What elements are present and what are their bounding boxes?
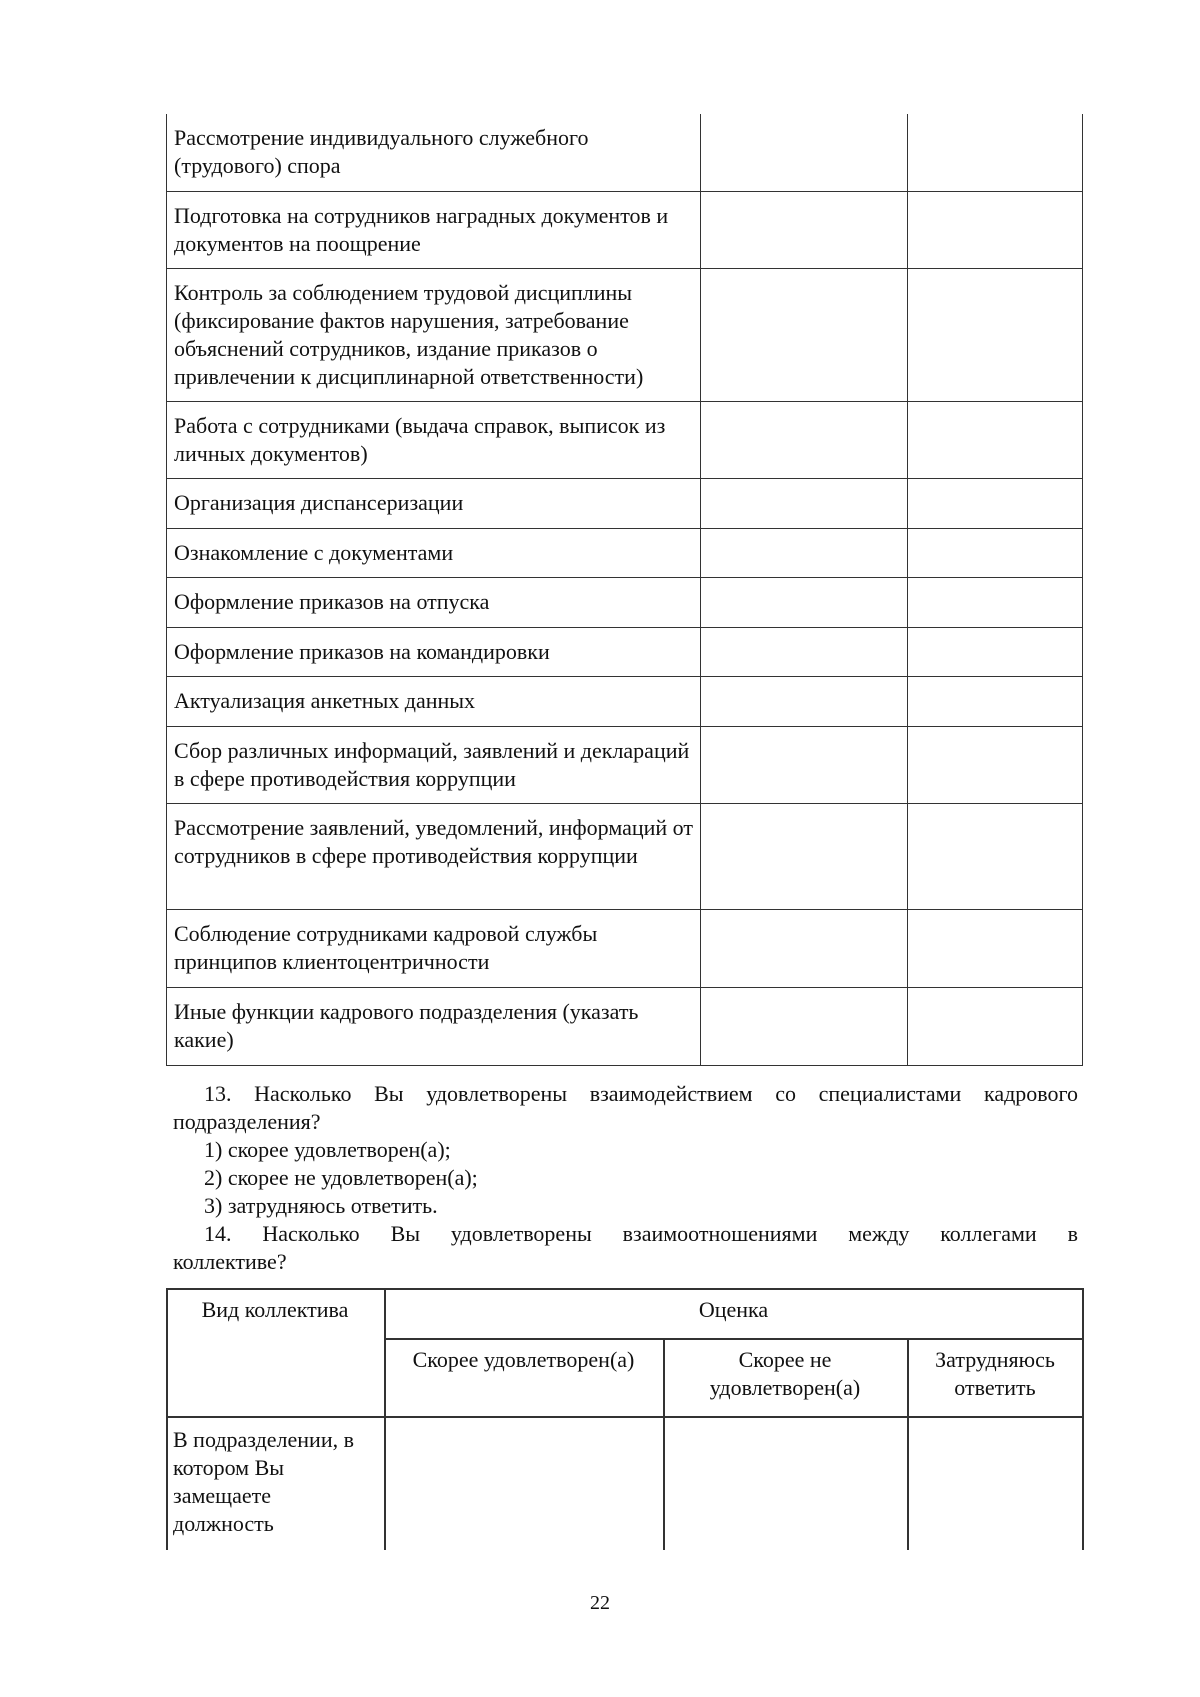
answer-cell[interactable] [908, 988, 1083, 1065]
answer-cell[interactable] [701, 479, 908, 528]
table-row [166, 479, 1083, 529]
function-label: Контроль за соблюдением трудовой дисциплины (фиксирование фактов нарушения, затребование объяснений сотрудников, издание приказов о привлечении к дисциплинарной ответственности) [166, 269, 701, 401]
answer-cell[interactable] [701, 727, 908, 803]
function-label: Соблюдение сотрудниками кадровой службы принципов клиентоцентричности [166, 910, 701, 987]
answer-option[interactable]: 2) скорее не удовлетворен(а); [204, 1165, 478, 1190]
answer-cell[interactable] [908, 677, 1083, 726]
table-row [166, 402, 1083, 479]
question-13-text-cont: подразделения? [173, 1109, 321, 1134]
answer-cell[interactable] [908, 578, 1083, 627]
page-number: 22 [590, 1592, 610, 1614]
answer-cell[interactable] [908, 529, 1083, 577]
row-label: В подразделении, в котором Вы замещаете должность [173, 1427, 354, 1536]
question-13-text: 13. Насколько Вы удовлетворены взаимодействием со специалистами кадрового [204, 1081, 1078, 1106]
answer-cell[interactable] [908, 192, 1083, 268]
col-not-satisfied: Скорее не удовлетворен(а) [709, 1347, 861, 1400]
question-13 [173, 1080, 1078, 1220]
answer-cell[interactable] [701, 402, 908, 478]
answer-option[interactable]: 1) скорее удовлетворен(а); [204, 1137, 451, 1162]
answer-cell[interactable] [701, 529, 908, 577]
answer-cell[interactable] [908, 910, 1083, 987]
col-difficult: Затрудняюсь ответить [935, 1347, 1055, 1400]
answer-cell[interactable] [701, 804, 908, 909]
question-14-text: 14. Насколько Вы удовлетворены взаимоотношениями между коллегами в [204, 1221, 1078, 1246]
table-row [166, 988, 1083, 1066]
table-row [166, 727, 1083, 804]
question-14 [173, 1220, 1078, 1276]
col-satisfied: Скорее удовлетворен(а) [412, 1347, 635, 1372]
answer-cell[interactable] [908, 727, 1083, 803]
answer-cell[interactable] [908, 269, 1083, 401]
function-label: Оформление приказов на отпуска [166, 578, 701, 627]
function-label: Сбор различных информаций, заявлений и деклараций в сфере противодействия коррупции [166, 727, 701, 803]
table-row [166, 578, 1083, 628]
answer-option[interactable]: 3) затрудняюсь ответить. [204, 1193, 438, 1218]
table-border [166, 1288, 1083, 1290]
answer-cell[interactable] [384, 1418, 663, 1550]
table-row [166, 269, 1083, 402]
header-rating: Оценка [698, 1297, 769, 1322]
table-border [384, 1338, 1083, 1340]
function-label: Подготовка на сотрудников наградных документов и документов на поощрение [166, 192, 701, 268]
function-label: Организация диспансеризации [166, 479, 701, 528]
table-row [166, 804, 1083, 910]
answer-cell[interactable] [908, 479, 1083, 528]
function-label: Оформление приказов на командировки [166, 628, 701, 676]
table-row [166, 529, 1083, 578]
function-label: Актуализация анкетных данных [166, 677, 701, 726]
answer-cell[interactable] [908, 628, 1083, 676]
answer-cell[interactable] [908, 804, 1083, 909]
answer-cell[interactable] [908, 402, 1083, 478]
answer-cell[interactable] [907, 1418, 1083, 1550]
function-label: Иные функции кадрового подразделения (указать какие) [166, 988, 701, 1065]
table-row [166, 910, 1083, 988]
answer-cell[interactable] [701, 192, 908, 268]
answer-cell[interactable] [701, 910, 908, 987]
function-label: Работа с сотрудниками (выдача справок, выписок из личных документов) [166, 402, 701, 478]
question-14-text-cont: коллективе? [173, 1249, 287, 1274]
answer-cell[interactable] [701, 628, 908, 676]
answer-cell[interactable] [701, 988, 908, 1065]
table-row [166, 677, 1083, 727]
table-row [166, 192, 1083, 269]
answer-cell[interactable] [701, 578, 908, 627]
functions-table [166, 114, 1083, 1066]
answer-cell[interactable] [701, 677, 908, 726]
function-label: Рассмотрение индивидуального служебного (трудового) спора [166, 114, 701, 191]
answer-cell[interactable] [701, 269, 908, 401]
table-row [166, 628, 1083, 677]
answer-cell[interactable] [663, 1418, 907, 1550]
header-type: Вид коллектива [201, 1297, 349, 1322]
function-label: Рассмотрение заявлений, уведомлений, информаций от сотрудников в сфере противодействия коррупции [166, 804, 701, 909]
answer-cell[interactable] [908, 114, 1083, 191]
function-label: Ознакомление с документами [166, 529, 701, 577]
table-row [166, 114, 1083, 192]
answer-cell[interactable] [701, 114, 908, 191]
relations-table [166, 1288, 1083, 1550]
